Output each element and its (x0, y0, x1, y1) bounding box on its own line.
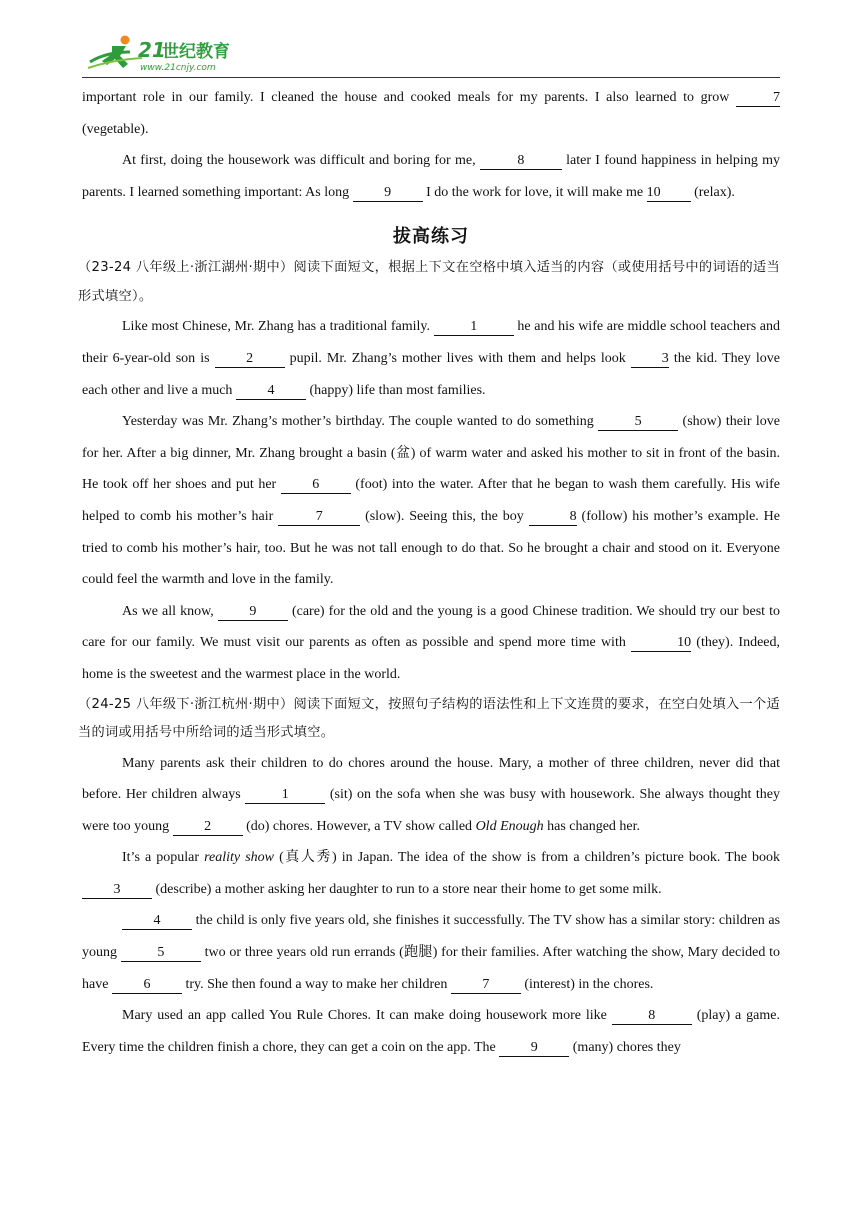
section-title: 拔高练习 (393, 226, 469, 248)
top-paragraph-2: At first, doing the housework was difficult and boring for me, 8 later I found happiness in helping my parents. I learned something important: As long 9 I do the work for love, it will make me 10 (relax). (82, 153, 780, 200)
blank-p1-2[interactable]: 2 (215, 351, 285, 368)
passage2-para1: Many parents ask their children to do chores around the house. Mary, a mother of three children, never did that before. Her children always 1 (sit) on the sofa when she was busy with housework. She always thought they were too young 2 (do) chores. However, a TV show called Old Enough has changed her. (82, 755, 781, 834)
blank-p1-3[interactable]: 3 (631, 351, 669, 368)
blank-p2-2[interactable]: 2 (173, 819, 243, 836)
blank-8[interactable]: 8 (480, 153, 562, 170)
blank-p2-1[interactable]: 1 (245, 787, 325, 804)
blank-7[interactable]: 7 (736, 90, 780, 107)
svg-text:21: 21 (138, 38, 166, 62)
blank-9[interactable]: 9 (353, 185, 423, 202)
blank-p1-1[interactable]: 1 (434, 319, 514, 336)
page-header (82, 28, 780, 78)
svg-text:世纪教育: 世纪教育 (162, 42, 230, 62)
blank-10[interactable]: 10 (647, 185, 691, 202)
logo-21cnjy-icon (82, 32, 252, 74)
passage2-para3: 4 the child is only five years old, she finishes it successfully. The TV show has a similar story: children as young 5 two or three years old run errands (跑腿) for their families. After watching the show, Mary decided to have 6 try. She then found a way to make her children 7 (interest) in the chores. (82, 913, 781, 992)
passage2-instruction: （24-25 八年级下·浙江杭州·期中）阅读下面短文，按照句子结构的语法性和上下文连贯的要求，在空白处填入一个适当的词或用括号中所给词的适当形式填空。 (78, 696, 780, 740)
blank-p2-6[interactable]: 6 (112, 977, 182, 994)
blank-p1-7[interactable]: 7 (278, 509, 360, 526)
blank-p1-4[interactable]: 4 (236, 383, 306, 400)
blank-p1-5[interactable]: 5 (598, 414, 678, 431)
svg-text:www.21cnjy.com: www.21cnjy.com (140, 63, 216, 73)
passage1-para2: Yesterday was Mr. Zhang’s mother’s birthday. The couple wanted to do something 5 (show) their love for her. After a big dinner, Mr. Zhang brought a basin (盆) of warm water and asked his mother to sit in front of the basin. He took off her shoes and put her 6 (foot) into the water. After that he began to wash them carefully. His wife helped to comb his mother’s hair 7 (slow). Seeing this, the boy 8 (follow) his mother’s example. He tried to comb his mother’s hair, too. But he was not tall enough to do that. So he brought a chair and stood on it. Everyone could feel the warmth and love in the family. (82, 414, 781, 588)
blank-p2-3[interactable]: 3 (82, 882, 152, 899)
blank-p2-7[interactable]: 7 (451, 977, 521, 994)
reality-show-term: reality show (204, 850, 274, 866)
top-paragraph-1: important role in our family. I cleaned the house and cooked meals for my parents. I also learned to grow 7 (vegetable). (82, 90, 780, 137)
passage1-para3: As we all know, 9 (care) for the old and the young is a good Chinese tradition. We should try our best to care for our family. We must visit our parents as often as possible and spend more time with 10 (they). Indeed, home is the sweetest and the warmest place in the world. (82, 603, 781, 682)
show-title: Old Enough (475, 818, 544, 834)
blank-p2-9[interactable]: 9 (499, 1040, 569, 1057)
blank-p2-4[interactable]: 4 (122, 913, 192, 930)
document-body (78, 82, 781, 1063)
blank-p1-9[interactable]: 9 (218, 604, 288, 621)
passage2-para2: It’s a popular reality show (真人秀) in Japan. The idea of the show is from a children’s picture book. The book 3 (describe) a mother asking her daughter to run to a store near their home to get some milk. (82, 842, 780, 905)
blank-p2-8[interactable]: 8 (612, 1008, 692, 1025)
passage2-para4: Mary used an app called You Rule Chores. It can make doing housework more like 8 (play) a game. Every time the children finish a chore, they can get a coin on the app. The 9 (many) chores they (82, 1008, 780, 1055)
blank-p2-5[interactable]: 5 (121, 945, 201, 962)
blank-p1-10[interactable]: 10 (631, 635, 691, 652)
passage1-para1: Like most Chinese, Mr. Zhang has a traditional family. 1 he and his wife are middle school teachers and their 6-year-old son is 2 pupil. Mr. Zhang’s mother lives with them and helps look 3 the kid. They love each other and live a much 4 (happy) life than most families. (82, 319, 781, 398)
blank-p1-8[interactable]: 8 (529, 509, 577, 526)
blank-p1-6[interactable]: 6 (281, 477, 351, 494)
passage1-instruction: （23-24 八年级上·浙江湖州·期中）阅读下面短文，根据上下文在空格中填入适当的内容（或使用括号中的词语的适当形式填空）。 (78, 260, 780, 304)
header-rule (82, 77, 780, 78)
